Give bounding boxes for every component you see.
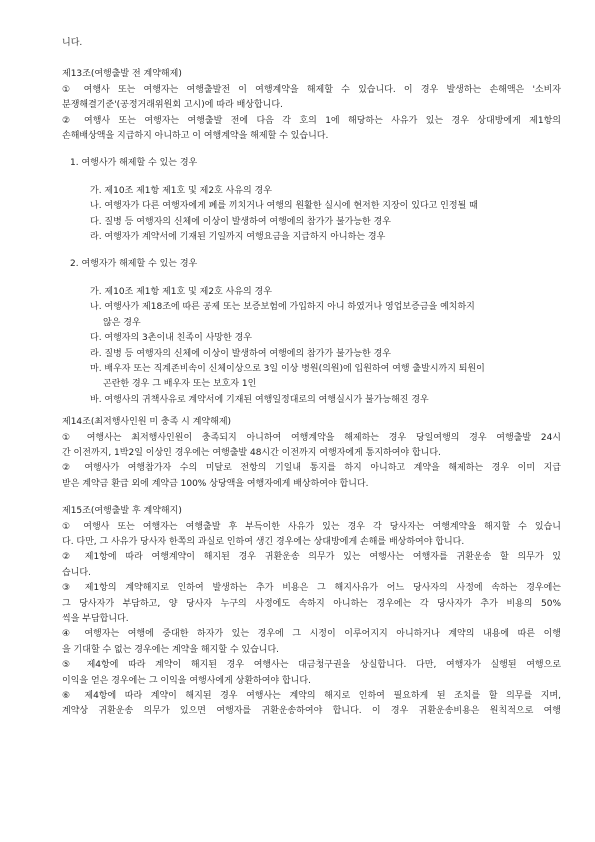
item-2-sub-ma-cont: 곤란한 경우 그 배우자 또는 보호자 1인: [103, 379, 257, 390]
article-13: [62, 67, 561, 408]
continuation-text: 니다.: [62, 38, 83, 48]
article-15-para-4-line-2: 을 기대할 수 없는 경우에는 계약을 해지할 수 있습니다.: [62, 644, 280, 655]
article-14-para-2-line-2: 받은 계약금 환급 외에 계약금 100% 상당액을 여행자에게 배상하여야 합니다.: [62, 478, 369, 489]
item-2-heading: 2. 여행자가 해제할 수 있는 경우: [70, 259, 198, 270]
article-13-title: 제13조(여행출발 전 계약해제): [62, 69, 182, 80]
article-15-para-6-line-2: 계약상 귀환운송 의무가 있으면 여행자를 귀환운송하여야 합니다. 이 경우 귀환운송비용은 원칙적으로 여행: [62, 706, 561, 717]
item-2-sub-ra: 라. 질병 등 여행자의 신체에 이상이 발생하여 여행에의 참가가 불가능한 경우: [90, 348, 391, 359]
item-1-sub-da: 다. 질병 등 여행자의 신체에 이상이 발생하여 여행에의 참가가 불가능한 경우: [90, 216, 391, 227]
article-15-para-1-line-2: 다. 다만, 그 사유가 당사자 한쪽의 과실로 인하여 생긴 경우에는 상대방에게 손해를 배상하여야 합니다.: [62, 536, 465, 547]
article-15-title: 제15조(여행출발 후 계약해지): [62, 506, 182, 517]
article-15-para-2-line-2: 습니다.: [62, 567, 91, 578]
article-15-para-4-line-1: ④ 여행자는 여행에 중대한 하자가 있는 경우에 그 시정이 이루어지지 아니하거나 계약의 내용에 따른 이행: [62, 629, 561, 640]
article-13-para-2-line-1: ② 여행사 또는 여행자는 여행출발 전에 다음 각 호의 1에 해당하는 사유가 있는 경우 상대방에게 제1항의: [62, 115, 561, 126]
article-14-title: 제14조(최저행사인원 미 충족 시 계약해제): [62, 417, 232, 428]
article-15-para-3-line-2: 그 당사자가 부담하고, 양 당사자 누구의 사정에도 속하지 아니하는 경우에는 각 당사자가 추가 비용의 50%: [62, 598, 561, 609]
article-15-para-3-line-3: 씩을 부담합니다.: [62, 614, 129, 624]
item-2-sub-ba: 바. 여행사의 귀책사유로 계약서에 기재된 여행일정대로의 여행실시가 불가능해진 경우: [90, 394, 429, 405]
article-15-para-6-line-1: ⑥ 제4항에 따라 계약이 해지된 경우 여행사는 계약의 해지로 인하여 필요하게 된 조치를 할 의무를 지며,: [62, 691, 561, 702]
article-14-para-2-line-1: ② 여행사가 여행참가자 수의 미달로 전항의 기일내 통지를 하지 아니하고 계약을 해제하는 경우 이미 지급: [62, 463, 561, 474]
article-14: [62, 415, 561, 492]
article-15-para-5-line-1: ⑤ 제4항에 따라 계약이 해지된 경우 여행사는 대금청구권을 상실합니다. 다만, 여행자가 실행된 여행으로: [62, 660, 561, 671]
item-2-sub-ga: 가. 제10조 제1항 제1호 및 제2호 사유의 경우: [90, 286, 272, 297]
item-2-sub-ma: 마. 배우자 또는 직계존비속이 신체이상으로 3일 이상 병원(의원)에 입원하여 여행 출발시까지 퇴원이: [90, 363, 485, 374]
article-15-para-5-line-2: 이익을 얻은 경우에는 그 이익을 여행사에게 상환하여야 합니다.: [62, 675, 311, 686]
article-15-para-2-line-1: ② 제1항에 따라 여행계약이 해지된 경우 귀환운송 의무가 있는 여행사는 여행자를 귀환운송 할 의무가 있: [62, 552, 561, 563]
article-13-para-1-line-1: ① 여행사 또는 여행자는 여행출발전 이 여행계약을 해제할 수 있습니다. 이 경우 발생하는 손해액은 '소비자: [62, 84, 561, 95]
article-15-para-3-line-1: ③ 제1항의 계약해지로 인하여 발생하는 추가 비용은 그 해지사유가 어느 당사자의 사정에 속하는 경우에는: [62, 583, 561, 594]
item-1-sub-ga: 가. 제10조 제1항 제1호 및 제2호 사유의 경우: [90, 185, 272, 196]
item-1-sub-na: 나. 여행자가 다른 여행자에게 폐를 끼치거나 여행의 원활한 실시에 현저한 지장이 있다고 인정될 때: [90, 201, 478, 212]
article-13-para-1-line-2: 분쟁해결기준'(공정거래위원회 고시)에 따라 배상합니다.: [62, 100, 283, 111]
article-14-para-1-line-2: 간 이전까지, 1박2일 이상인 경우에는 여행출발 48시간 이전까지 여행자에게 통지하여야 합니다.: [62, 447, 441, 458]
article-15: [62, 504, 561, 720]
article-13-para-2-line-2: 손해배상액을 지급하지 아니하고 이 여행계약을 해제할 수 있습니다.: [62, 131, 329, 142]
article-14-para-1-line-1: ① 여행사는 최저행사인원이 충족되지 아니하여 여행계약을 해제하는 경우 당일여행의 경우 여행출발 24시: [62, 432, 561, 443]
item-2-sub-da: 다. 여행자의 3촌이내 친족이 사망한 경우: [90, 333, 252, 344]
item-2-sub-na-cont: 않은 경우: [103, 317, 141, 328]
item-1-sub-ra: 라. 여행자가 계약서에 기재된 기일까지 여행요금을 지급하지 아니하는 경우: [90, 232, 386, 243]
item-2-sub-na: 나. 여행사가 제18조에 따른 공제 또는 보증보험에 가입하지 아니 하였거나 영업보증금을 예치하지: [90, 302, 475, 313]
article-15-para-1-line-1: ① 여행사 또는 여행자는 여행출발 후 부득이한 사유가 있는 경우 각 당사자는 여행계약을 해지할 수 있습니: [62, 521, 561, 532]
item-1-heading: 1. 여행사가 해제할 수 있는 경우: [70, 158, 198, 169]
